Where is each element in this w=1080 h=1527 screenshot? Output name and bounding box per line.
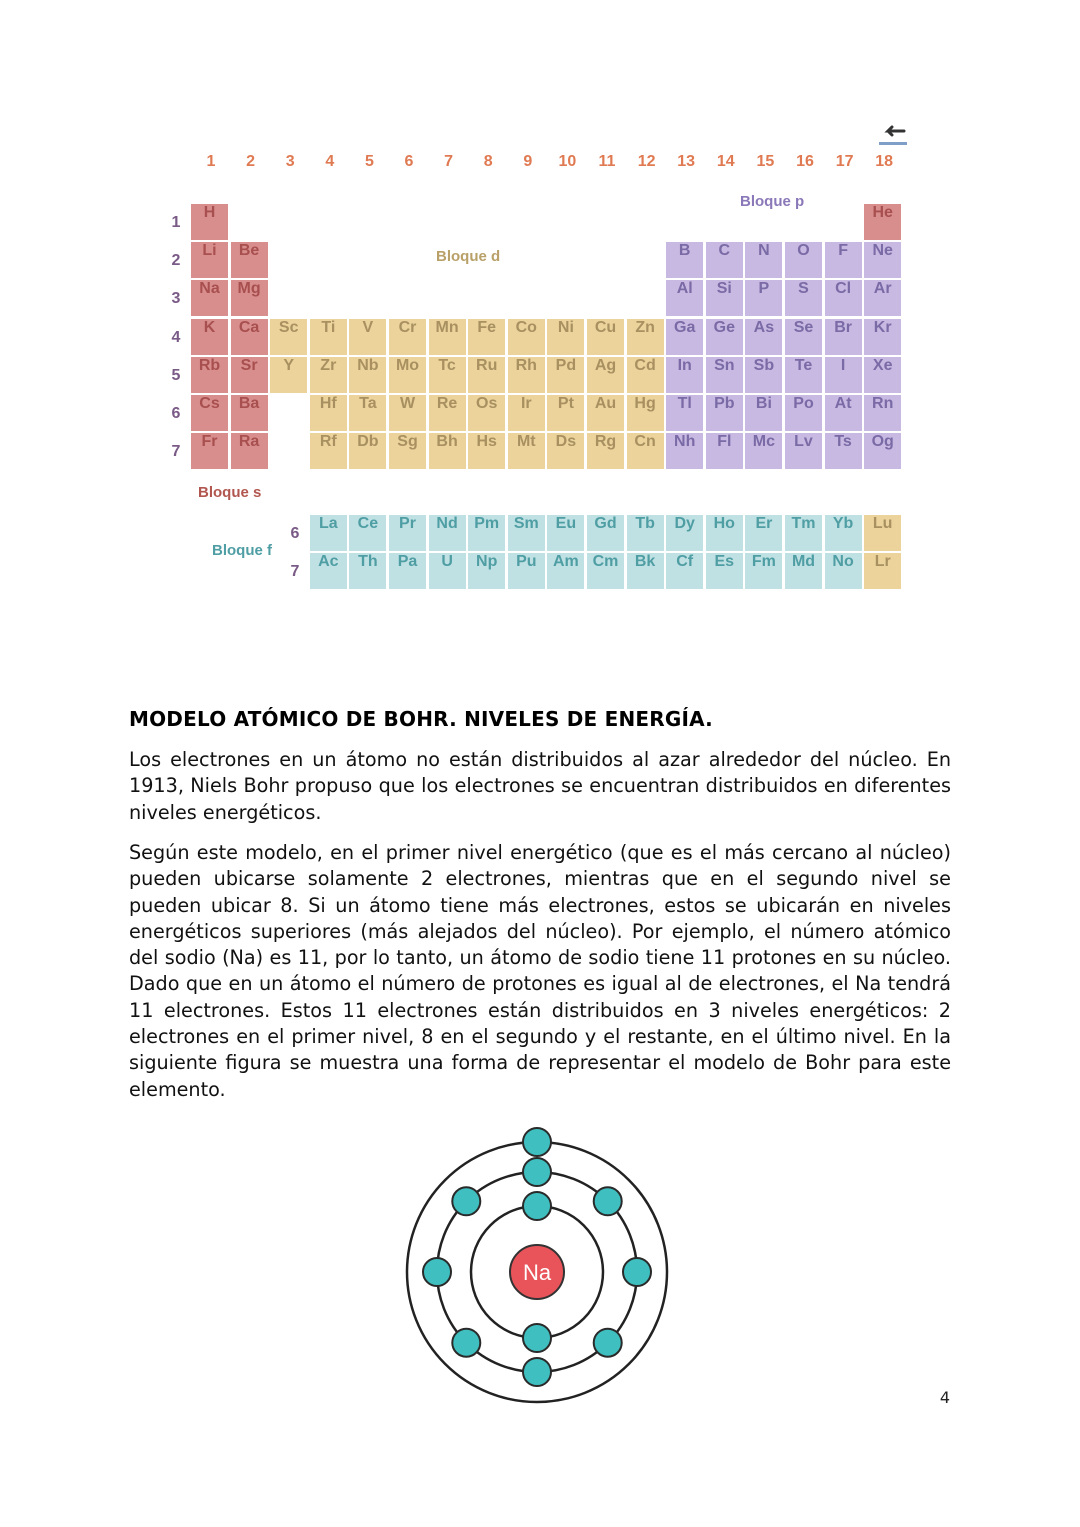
f-period-6: 6	[290, 525, 300, 542]
element-cell: Ba	[231, 395, 268, 431]
element-cell: Yb	[825, 515, 862, 551]
element-cell: Pd	[547, 357, 584, 393]
element-cell: Kr	[864, 319, 901, 355]
element-cell: Ds	[547, 433, 584, 469]
group-number: 9	[523, 153, 533, 170]
element-cell: B	[666, 242, 703, 278]
electron	[423, 1258, 451, 1286]
section-heading: MODELO ATÓMICO DE BOHR. NIVELES DE ENERGÍA.	[129, 707, 713, 731]
element-cell: Cl	[825, 280, 862, 316]
element-cell: Cu	[587, 319, 624, 355]
element-cell: Hs	[468, 433, 505, 469]
element-cell: Nb	[349, 357, 386, 393]
block-p-label: Bloque p	[740, 193, 805, 210]
period-number: 6	[171, 405, 181, 422]
element-cell: Rg	[587, 433, 624, 469]
element-cell: Ce	[349, 515, 386, 551]
element-cell: Au	[587, 395, 624, 431]
element-cell: Rh	[508, 357, 545, 393]
element-cell: P	[745, 280, 782, 316]
element-cell: Hf	[310, 395, 347, 431]
element-cell: In	[666, 357, 703, 393]
element-cell: Ni	[547, 319, 584, 355]
element-cell: Ta	[349, 395, 386, 431]
element-cell: Zr	[310, 357, 347, 393]
group-number: 10	[558, 153, 577, 170]
period-number: 3	[171, 290, 181, 308]
periodic-table	[0, 0, 1080, 640]
electron	[523, 1324, 551, 1352]
element-cell: Pb	[706, 395, 743, 431]
element-cell: Er	[745, 515, 782, 551]
element-cell: Ac	[310, 553, 347, 589]
group-number: 2	[246, 153, 256, 170]
element-cell: Mc	[745, 433, 782, 469]
element-cell: F	[825, 242, 862, 278]
element-cell: Cn	[627, 433, 664, 469]
element-cell: Cs	[191, 395, 228, 431]
element-cell: Ru	[468, 357, 505, 393]
element-cell: Tb	[627, 515, 664, 551]
group-number: 3	[285, 153, 295, 170]
element-cell: Db	[349, 433, 386, 469]
element-cell: Cd	[627, 357, 664, 393]
element-cell: Fl	[706, 433, 743, 469]
element-cell: Tm	[785, 515, 822, 551]
group-number: 8	[483, 153, 493, 170]
element-cell: Sg	[389, 433, 426, 469]
element-cell: As	[745, 319, 782, 355]
element-cell: Cf	[666, 553, 703, 589]
bohr-model-diagram	[400, 1118, 680, 1413]
element-cell: Al	[666, 280, 703, 316]
element-cell: Lv	[785, 433, 822, 469]
element-cell: Pa	[389, 553, 426, 589]
element-cell: Th	[349, 553, 386, 589]
element-cell: K	[191, 319, 228, 355]
group-number: 16	[796, 153, 814, 170]
element-cell: Pr	[389, 515, 426, 551]
element-cell: Sb	[745, 357, 782, 393]
electron	[594, 1187, 622, 1215]
paragraph-intro: Los electrones en un átomo no están distribuidos al azar alrededor del núcleo. En 1913, Niels Bohr propuso que los electrones se encuentran distribuidos en diferentes niveles energéticos.	[129, 748, 951, 824]
electron	[452, 1187, 480, 1215]
group-number: 11	[598, 153, 616, 170]
element-cell: Lr	[864, 553, 901, 589]
group-number: 5	[364, 153, 374, 170]
element-cell: Sn	[706, 357, 743, 393]
element-cell: Ts	[825, 433, 862, 469]
element-cell: Ar	[864, 280, 901, 316]
element-cell: Ir	[508, 395, 545, 431]
element-cell: Sm	[508, 515, 545, 551]
group-number: 17	[835, 153, 854, 170]
element-cell: Tl	[666, 395, 703, 431]
element-cell: Np	[468, 553, 505, 589]
element-cell: Fm	[745, 553, 782, 589]
period-number: 1	[171, 214, 181, 231]
element-cell: U	[429, 553, 466, 589]
element-cell: O	[785, 242, 822, 278]
element-cell: Pt	[547, 395, 584, 431]
electron	[523, 1192, 551, 1220]
element-cell: Os	[468, 395, 505, 431]
element-cell: Fr	[191, 433, 228, 469]
f-period-7: 7	[290, 563, 300, 580]
element-cell: Br	[825, 319, 862, 355]
element-cell: Ga	[666, 319, 703, 355]
element-cell: Xe	[864, 357, 901, 393]
electron	[594, 1329, 622, 1357]
element-cell: Bi	[745, 395, 782, 431]
page-number: 4	[939, 1388, 951, 1407]
return-arrow-icon[interactable]	[878, 125, 908, 147]
element-cell: Bk	[627, 553, 664, 589]
element-cell: Zn	[627, 319, 664, 355]
electron	[452, 1329, 480, 1357]
element-cell: Tc	[429, 357, 466, 393]
electron	[523, 1128, 551, 1156]
period-number: 5	[171, 366, 181, 384]
nucleus-label: Na	[522, 1260, 552, 1285]
element-cell: S	[785, 280, 822, 316]
paragraph-bohr-model: Según este modelo, en el primer nivel energético (que es el más cercano al núcleo) pueden ubicarse solamente 2 electrones, mientras que en el segundo nivel se pueden ubicar 8. Si un átomo tiene más electrones, estos se ubicarán en niveles energéticos superiores (más alejados del núcleo). Por ejemplo, el número atómico del sodio (Na) es 11, por lo tanto, un átomo de sodio tiene 11 protones en su núcleo. Dado que en un átomo el número de protones es igual al de electrones, el Na tendrá 11 electrones. Estos 11 electrones están distribuidos en 3 niveles energéticos: 2 electrones en el primer nivel, 8 en el segundo y el restante, en el último nivel. En la siguiente figura se muestra una forma de representar el modelo de Bohr para este elemento.	[129, 841, 951, 1101]
element-cell: Md	[785, 553, 822, 589]
element-cell: Co	[508, 319, 545, 355]
element-cell: Fe	[468, 319, 505, 355]
element-cell: Si	[706, 280, 743, 316]
element-cell: Cm	[587, 553, 624, 589]
element-cell: Nd	[429, 515, 466, 551]
group-number: 13	[677, 153, 696, 170]
period-number: 2	[171, 252, 181, 270]
element-cell: Mo	[389, 357, 426, 393]
group-number: 14	[716, 153, 735, 170]
element-cell: Am	[547, 553, 584, 589]
element-cell: Rf	[310, 433, 347, 469]
group-number: 18	[875, 153, 894, 170]
element-cell: Ge	[706, 319, 743, 355]
element-cell: Na	[191, 280, 228, 316]
element-cell: Lu	[864, 515, 901, 551]
element-cell: Ne	[864, 242, 901, 278]
block-d-label: Bloque d	[436, 248, 501, 265]
element-cell: Y	[270, 357, 307, 393]
element-cell: Eu	[547, 515, 584, 551]
element-cell: Gd	[587, 515, 624, 551]
element-cell: Pm	[468, 515, 505, 551]
block-f-label: Bloque f	[212, 542, 272, 559]
electron	[623, 1258, 651, 1286]
element-cell: Hg	[627, 395, 664, 431]
period-number: 4	[171, 328, 181, 346]
element-cell: He	[864, 204, 901, 240]
element-cell: Cr	[389, 319, 426, 355]
element-cell: Mt	[508, 433, 545, 469]
group-number: 1	[206, 153, 216, 170]
element-cell: Bh	[429, 433, 466, 469]
element-cell: La	[310, 515, 347, 551]
element-cell: Og	[864, 433, 901, 469]
element-cell: Dy	[666, 515, 703, 551]
element-cell: Re	[429, 395, 466, 431]
element-cell: H	[191, 204, 228, 240]
element-cell: Rb	[191, 357, 228, 393]
element-cell: Ho	[706, 515, 743, 551]
element-cell: Ti	[310, 319, 347, 355]
element-cell: Nh	[666, 433, 703, 469]
element-cell: Po	[785, 395, 822, 431]
element-cell: No	[825, 553, 862, 589]
element-cell: Pu	[508, 553, 545, 589]
group-number: 4	[325, 153, 335, 170]
element-cell: Se	[785, 319, 822, 355]
block-s-label: Bloque s	[198, 484, 262, 501]
element-cell: Mn	[429, 319, 466, 355]
element-cell: At	[825, 395, 862, 431]
element-cell: Sr	[231, 357, 268, 393]
element-cell: Mg	[231, 280, 268, 316]
element-cell: N	[745, 242, 782, 278]
element-cell: Te	[785, 357, 822, 393]
element-cell: Ca	[231, 319, 268, 355]
group-number: 12	[637, 153, 656, 170]
element-cell: W	[389, 395, 426, 431]
element-cell: Rn	[864, 395, 901, 431]
element-cell: Be	[231, 242, 268, 278]
element-cell: Sc	[270, 319, 307, 355]
electron	[523, 1158, 551, 1186]
element-cell: Ag	[587, 357, 624, 393]
element-cell: I	[825, 357, 862, 393]
period-number: 7	[171, 443, 181, 461]
element-cell: Ra	[231, 433, 268, 469]
group-number: 15	[756, 153, 775, 170]
element-cell: C	[706, 242, 743, 278]
electron	[523, 1358, 551, 1386]
element-cell: V	[349, 319, 386, 355]
element-cell: Es	[706, 553, 743, 589]
element-cell: Li	[191, 242, 228, 278]
group-number: 7	[444, 153, 454, 170]
group-number: 6	[404, 153, 414, 170]
